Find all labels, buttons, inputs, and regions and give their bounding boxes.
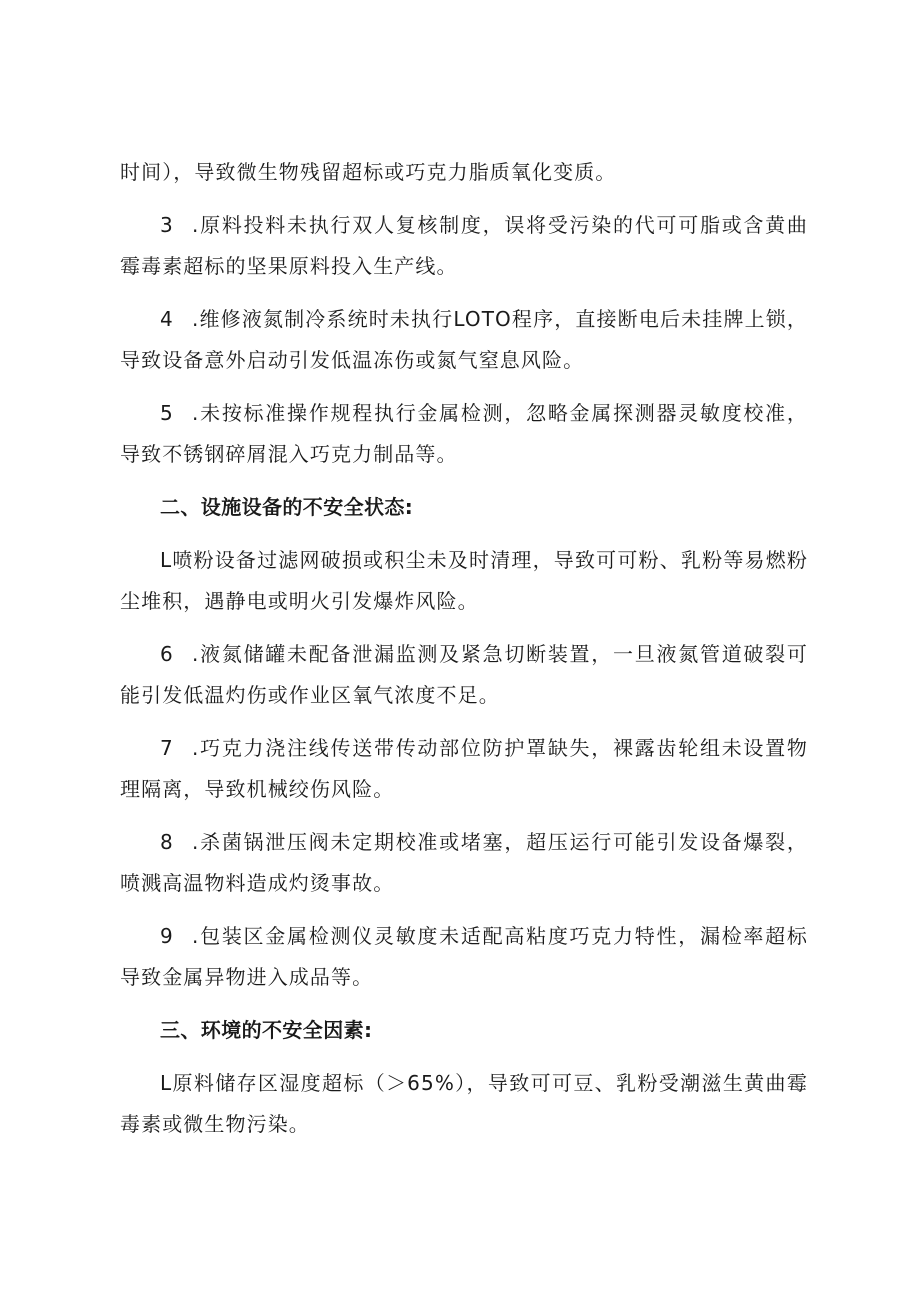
paragraph-continuation: 时间），导致微生物残留超标或巧克力脂质氧化变质。 bbox=[120, 160, 617, 184]
item-number: 6 bbox=[160, 642, 174, 666]
item-text: .杀菌锅泄压阀未定期校准或堵塞，超压运行可能引发设备爆裂，喷溅高温物料造成灼烫事故。 bbox=[120, 830, 808, 895]
item-number: 8 bbox=[160, 830, 174, 854]
item-number: 9 bbox=[160, 924, 174, 948]
paragraph-item-6 bbox=[120, 634, 808, 716]
item-text: .原料投料未执行双人复核制度，误将受污染的代可可脂或含黄曲霉毒素超标的坚果原料投入生产线。 bbox=[120, 213, 808, 278]
item-text: .未按标准操作规程执行金属检测，忽略金属探测器灵敏度校准，导致不锈钢碎屑混入巧克力制品等。 bbox=[120, 401, 808, 466]
item-text: .液氮储罐未配备泄漏监测及紧急切断装置，一旦液氮管道破裂可能引发低温灼伤或作业区氧气浓度不足。 bbox=[120, 642, 808, 707]
item-number: 4 bbox=[160, 307, 174, 331]
paragraph-item-4 bbox=[120, 299, 808, 381]
paragraph-item-9 bbox=[120, 916, 808, 998]
paragraph-item-7 bbox=[120, 728, 808, 810]
item-text: .巧克力浇注线传送带传动部位防护罩缺失，裸露齿轮组未设置物理隔离，导致机械绞伤风险。 bbox=[120, 736, 808, 801]
paragraph-env-item-1: L原料储存区湿度超标（＞65%），导致可可豆、乳粉受潮滋生黄曲霉毒素或微生物污染。 bbox=[120, 1071, 808, 1136]
item-text: .维修液氮制冷系统时未执行LOTO程序，直接断电后未挂牌上锁，导致设备意外启动引发低温冻伤或氮气窒息风险。 bbox=[120, 307, 808, 372]
section-heading-environment: 三、环境的不安全因素: bbox=[160, 1018, 373, 1042]
paragraph-item-8 bbox=[120, 822, 808, 904]
paragraph-item-3 bbox=[120, 205, 808, 287]
item-number: 5 bbox=[160, 401, 174, 425]
paragraph-item-1: L喷粉设备过滤网破损或积尘未及时清理，导致可可粉、乳粉等易燃粉尘堆积，遇静电或明火引发爆炸风险。 bbox=[120, 548, 808, 613]
item-number: 3 bbox=[160, 213, 174, 237]
item-number: 7 bbox=[160, 736, 174, 760]
section-heading-equipment: 二、设施设备的不安全状态: bbox=[160, 495, 414, 519]
item-text: .包装区金属检测仪灵敏度未适配高粘度巧克力特性，漏检率超标导致金属异物进入成品等。 bbox=[120, 924, 808, 989]
paragraph-item-5 bbox=[120, 393, 808, 475]
